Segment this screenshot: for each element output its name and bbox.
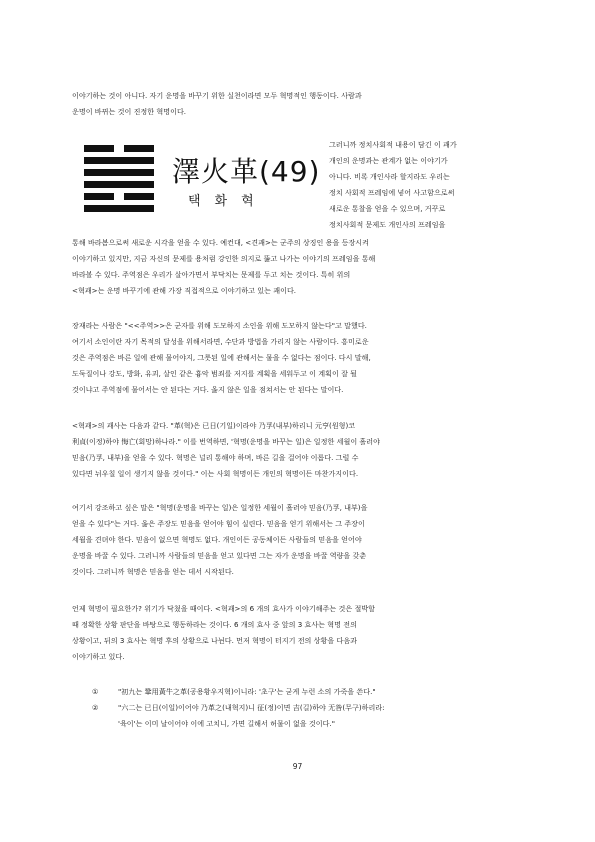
text-line: 이야기하는 것이 아니다. 자기 운명을 바꾸기 위한 실천이라면 모두 혁명적인 행동이다. 사람과 — [72, 91, 362, 100]
text-line: 세월을 견뎌야 한다. 믿음이 없으면 혁명도 없다. 개인이든 공동체이든 사람들의 믿음을 얻어야 — [72, 535, 362, 544]
hexagram-reading: 택화혁 — [188, 194, 268, 209]
text-line: 있다면 뉘우칠 일이 생기지 않을 것이다." 이는 사회 혁명이든 개인의 혁명이든 마찬가지이다. — [72, 469, 359, 478]
item-number: ① — [92, 687, 99, 696]
text-line: 아니다. 비록 개인사라 할지라도 우리는 — [329, 172, 450, 181]
hexagram-title: 澤火革(49) — [172, 155, 321, 188]
hexagram-yin-line — [84, 193, 114, 200]
intro-paragraph — [72, 88, 534, 120]
text-line: 이야기하고 있지만, 지금 자신의 문제를 용처럼 강인한 의지로 뚫고 나가는 이야기의 프레임을 통해 — [72, 254, 376, 263]
text-line: 도둑질이나 강도, 방화, 유괴, 살인 같은 흉악 범죄를 저지를 계획을 세워두고 이 계획이 잘 될 — [72, 369, 358, 378]
text-line: 그러니까 정치사회적 내용이 담긴 이 괘가 — [329, 140, 457, 149]
text-line: 이야기하고 있다. — [72, 652, 125, 661]
text-line: 새로운 통찰을 얻을 수 있으며, 거꾸로 — [329, 204, 446, 213]
item-number: ② — [92, 703, 99, 712]
text-line: <혁괘>의 괘사는 다음과 같다. "革(혁)은 已日(기일)이라야 乃孚(내부)하리니 元亨(원형)코 — [72, 421, 356, 430]
text-line: 운명이 바뀌는 것이 진정한 혁명이다. — [72, 107, 187, 116]
text-line: 개인의 운명과는 관계가 없는 이야기가 — [329, 156, 448, 165]
text-line: 믿음(乃孚, 내부)을 얻을 수 있다. 혁명은 널리 통해야 하며, 바른 길을 걸어야 이롭다. 그럴 수 — [72, 453, 359, 462]
text-line: 얻을 수 있다"는 거다. 옳은 주장도 믿음을 얻어야 힘이 실린다. 믿음을 얻기 위해서는 그 주장이 — [72, 519, 365, 528]
text-line: "初九는 鞏用黃牛之革(공용황우지혁)이니라: '초구'는 굳게 누런 소의 가죽을 쓴다." — [118, 687, 376, 696]
text-line: 바라볼 수 있다. 주역점은 우리가 살아가면서 부닥치는 문제를 두고 치는 것이다. 특히 위의 — [72, 270, 351, 279]
text-line: <혁괘>는 운명 바꾸기에 관해 가장 직접적으로 이야기하고 있는 괘이다. — [72, 286, 297, 295]
text-line: 정치 사회적 프레임에 넣어 사고함으로써 — [329, 188, 455, 197]
text-line: 정치사회적 문제도 개인사의 프레임을 — [329, 220, 446, 229]
list-item — [92, 684, 537, 700]
text-line: 것은 주역점은 바른 일에 관해 물어야지, 그릇된 일에 관해서는 물을 수 없다는 점이다. 다시 말해, — [72, 353, 371, 362]
hexagram-yang-line — [84, 205, 154, 212]
text-line: 언제 혁명이 필요한가? 위기가 닥쳤을 때이다. <혁괘>의 6 개의 효사가 이야기해주는 것은 절박할 — [72, 604, 376, 613]
paragraph-1 — [72, 235, 534, 299]
text-line: 것이다. 그러니까 혁명은 믿음을 얻는 데서 시작된다. — [72, 567, 234, 576]
text-line: 여기서 소인이란 자기 목적의 달성을 위해서라면, 수단과 방법을 가리지 않는 사람이다. 흥미로운 — [72, 337, 369, 346]
hexagram-yin-line — [124, 145, 154, 152]
text-line: 것이냐고 주역점에 물어서는 안 된다는 거다. 옳지 않은 일을 점쳐서는 안 된다는 말이다. — [72, 385, 344, 394]
page-number: 97 — [292, 762, 303, 771]
list-item — [92, 700, 537, 732]
hexagram-yin-line — [124, 193, 154, 200]
text-line: 장재라는 사람은 "<<주역>>은 군자를 위해 도모하지 소인을 위해 도모하지 않는다"고 말했다. — [72, 321, 367, 330]
hexagram-yang-line — [84, 181, 154, 188]
text-line: 여기서 강조하고 싶은 말은 "혁명(운명을 바꾸는 일)은 일정한 세월이 흘러야 믿음(乃孚, 내부)을 — [72, 503, 368, 512]
paragraph-5 — [72, 601, 534, 665]
text-line: 통해 바라봄으로써 새로운 시각을 얻을 수 있다. 예컨대, <견괘>는 군주의 상징인 용을 등장시켜 — [72, 238, 369, 247]
hexagram-symbol — [84, 145, 154, 215]
text-line: 때 정확한 상황 판단을 바탕으로 행동하라는 것이다. 6 개의 효사 중 앞의 3 효사는 혁명 전의 — [72, 620, 357, 629]
hexagram-yang-line — [84, 157, 154, 164]
hexagram-yang-line — [84, 169, 154, 176]
text-line: 상황이고, 뒤의 3 효사는 혁명 후의 상황으로 나뉜다. 먼저 혁명이 터지기 전의 상황을 다음과 — [72, 636, 358, 645]
paragraph-3 — [72, 418, 534, 482]
text-line: "六二는 已日(이일)이어야 乃革之(내혁지)니 征(정)이면 吉(길)하야 无咎(무구)하리라: — [118, 703, 385, 712]
paragraph-2 — [72, 318, 534, 398]
text-line: '육이'는 이미 날이어야 이에 고치니, 가면 길해서 허물이 없을 것이다." — [118, 719, 335, 728]
paragraph-4 — [72, 500, 534, 580]
side-paragraph — [329, 137, 534, 233]
text-line: 利貞(이정)하야 悔亡(회망)하나라." 이를 번역하면, '혁명(운명을 바꾸는 일)은 일정한 세월이 흘러야 — [72, 437, 380, 446]
hexagram-yin-line — [84, 145, 114, 152]
text-line: 운명을 바꿀 수 있다. 그러니까 사람들의 믿음을 얻고 있다면 그는 자가 운명을 바꿀 역량을 갖춘 — [72, 551, 367, 560]
